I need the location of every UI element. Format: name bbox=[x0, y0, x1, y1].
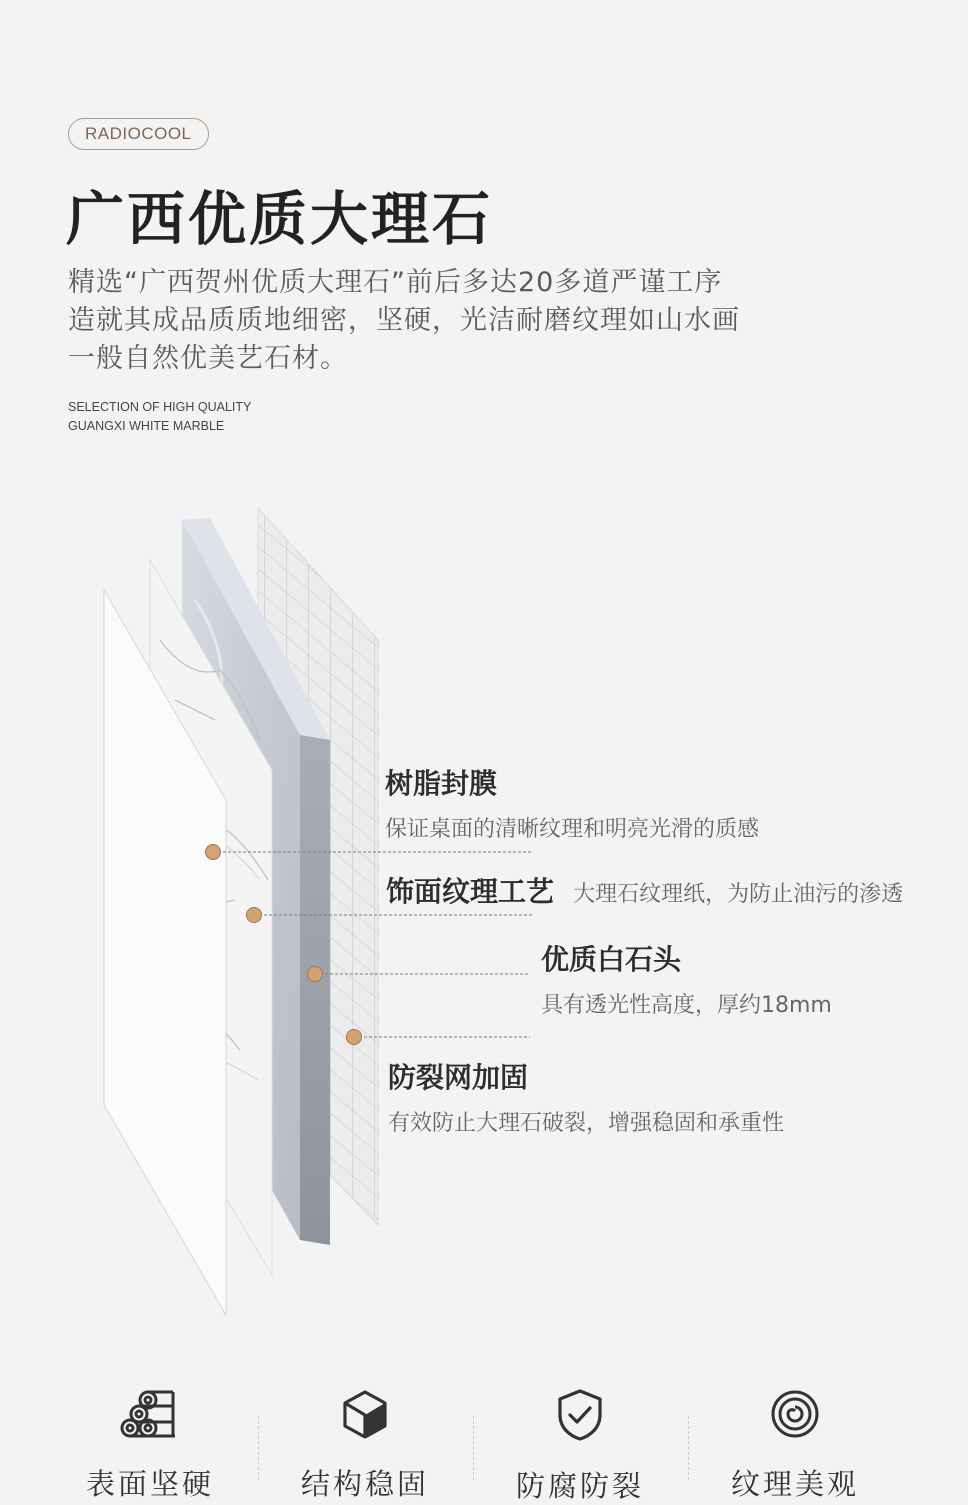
bottom-feature-label: 防腐防裂 bbox=[515, 1469, 644, 1503]
feature-desc: 大理石纹理纸，为防止油污的渗透 bbox=[573, 882, 904, 907]
bottom-feature-anti-corrosion bbox=[480, 1380, 680, 1505]
stacked-logs-icon bbox=[117, 1388, 183, 1440]
cube-icon bbox=[339, 1388, 391, 1440]
shield-check-icon bbox=[555, 1388, 605, 1442]
callout-dot bbox=[206, 845, 221, 860]
feature-crack-mesh bbox=[388, 1056, 784, 1137]
bottom-feature-texture bbox=[695, 1380, 895, 1503]
divider bbox=[473, 1416, 474, 1480]
intro-line: 一般自然优美艺石材。 bbox=[68, 343, 348, 374]
callout-dot bbox=[247, 908, 262, 923]
feature-white-stone bbox=[541, 938, 832, 1019]
divider bbox=[688, 1416, 689, 1480]
feature-title: 优质白石头 bbox=[541, 943, 682, 976]
spiral-texture-icon bbox=[769, 1388, 821, 1440]
feature-title: 树脂封膜 bbox=[385, 767, 498, 800]
callout-dot bbox=[347, 1030, 362, 1045]
bottom-feature-bar bbox=[40, 1380, 968, 1503]
callout-dot bbox=[308, 967, 323, 982]
bottom-feature-structure bbox=[265, 1380, 465, 1503]
feature-resin-film bbox=[385, 762, 759, 843]
bottom-feature-label: 表面坚硬 bbox=[85, 1467, 214, 1501]
bottom-feature-label: 结构稳固 bbox=[300, 1467, 429, 1501]
intro-line: 精选“广西贺州优质大理石”前后多达20多道严谨工序 bbox=[68, 267, 723, 298]
bottom-feature-label: 纹理美观 bbox=[730, 1467, 859, 1501]
intro-paragraph bbox=[68, 264, 868, 378]
marble-layers-illustration bbox=[0, 490, 968, 1330]
stone-slab-edge bbox=[300, 735, 330, 1245]
bottom-feature-hard-surface bbox=[50, 1380, 250, 1503]
feature-title: 饰面纹理工艺 bbox=[386, 875, 555, 908]
divider bbox=[258, 1416, 259, 1480]
page-title: 广西优质大理石 bbox=[66, 185, 494, 253]
feature-desc: 保证桌面的清晰纹理和明亮光滑的质感 bbox=[385, 817, 760, 842]
feature-desc: 有效防止大理石破裂，增强稳固和承重性 bbox=[388, 1111, 785, 1136]
intro-line: 造就其成品质质地细密，坚硬，光洁耐磨纹理如山水画 bbox=[68, 305, 740, 336]
english-caption: SELECTION OF HIGH QUALITY GUANGXI WHITE MARBLE bbox=[68, 400, 252, 433]
feature-title: 防裂网加固 bbox=[388, 1061, 529, 1094]
feature-texture-process bbox=[386, 870, 903, 910]
brand-badge: RADIOCOOL bbox=[68, 118, 209, 150]
feature-desc: 具有透光性高度，厚约18mm bbox=[541, 993, 832, 1018]
